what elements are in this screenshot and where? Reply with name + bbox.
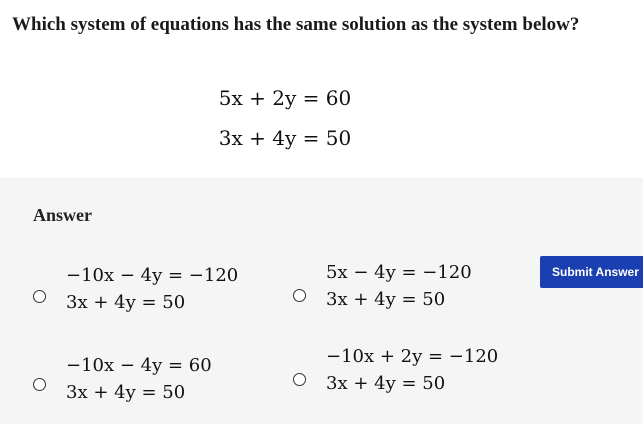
answer-label: Answer <box>33 205 92 225</box>
option-equation-2: 3x + 4y = 50 <box>326 373 446 394</box>
radio-button[interactable] <box>293 289 306 302</box>
submit-answer-button[interactable]: Submit Answer <box>540 256 643 288</box>
option-equation-2: 3x + 4y = 50 <box>66 382 186 403</box>
radio-button[interactable] <box>33 290 46 303</box>
equation-system <box>0 78 570 158</box>
option-equation-2: 3x + 4y = 50 <box>66 292 186 313</box>
option-equation-2: 3x + 4y = 50 <box>326 289 446 310</box>
system-equation-2: 3x + 4y = 50 <box>218 126 352 150</box>
system-equation-1: 5x + 2y = 60 <box>218 86 352 110</box>
option-equation-1: −10x − 4y = −120 <box>66 265 239 286</box>
radio-button[interactable] <box>33 378 46 391</box>
option-equation-1: −10x − 4y = 60 <box>66 355 212 376</box>
question-text: Which system of equations has the same solution as the system below? <box>12 14 580 35</box>
radio-button[interactable] <box>293 373 306 386</box>
option-equation-1: −10x + 2y = −120 <box>326 346 499 367</box>
option-equation-1: 5x − 4y = −120 <box>326 262 472 283</box>
